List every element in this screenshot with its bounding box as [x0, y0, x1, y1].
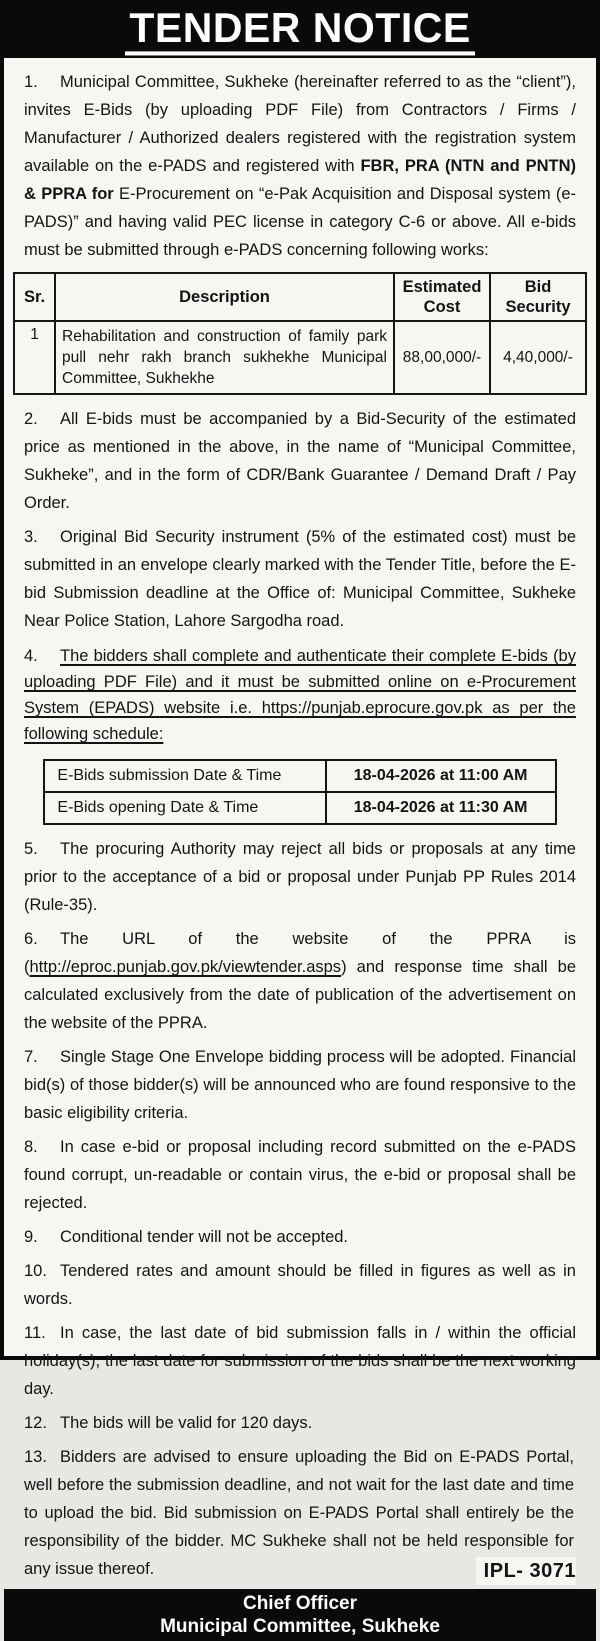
paragraph-number: 6. [24, 930, 38, 948]
paragraph-text: The URL of the website of the PPRA is ( [24, 930, 576, 976]
paragraph-10 [24, 1257, 576, 1313]
paragraph-text: E-Procurement on “e-Pak Acquisition and Disposal system (e-PADS)” and having valid PEC license in category C-6 or above. All e-bids must be submitted through e-PADS concerning following works: [24, 185, 577, 259]
schedule-table [43, 759, 556, 825]
schedule-value-submission: 18-04-2026 at 11:00 AM [326, 760, 556, 792]
ppra-url: http://eproc.punjab.gov.pk/viewtender.asps [29, 958, 342, 976]
paragraph-number: 12. [24, 1414, 47, 1432]
paragraph-11 [24, 1319, 576, 1403]
paragraph-number: 4. [24, 647, 38, 665]
schedule-row-submission [44, 760, 555, 792]
works-header-bid-security: Bid Security [490, 273, 586, 321]
works-table [13, 272, 587, 395]
paragraph-1 [24, 68, 576, 264]
paragraph-number: 13. [24, 1448, 47, 1466]
paragraph-text: In case, the last date of bid submission falls in / within the official holiday(s), the last date for submission of the bids shall be the next working day. [24, 1324, 576, 1398]
paragraph-number: 11. [24, 1324, 46, 1342]
paragraph-12 [24, 1409, 576, 1437]
works-cell-description: Rehabilitation and construction of family park pull nehr rakh branch sukhekhe Municipal Committee, Sukhekhe [55, 321, 394, 394]
schedule-label-submission: E-Bids submission Date & Time [44, 760, 325, 792]
paragraph-number: 8. [24, 1138, 38, 1156]
footer-chief-officer: Chief Officer [242, 1593, 358, 1614]
works-header-sr: Sr. [14, 273, 55, 321]
paragraph-text-underlined: The bidders shall complete and authenticate their complete E-bids (by uploading PDF File) and it must be submitted online on e-Procurement System (EPADS) website i.e. https://punjab.eprocure.gov.pk as per the following schedule: [24, 647, 576, 743]
paragraph-text: Single Stage One Envelope bidding process will be adopted. Financial bid(s) of those bidder(s) will be announced who are found responsive to the basic eligibility criteria. [24, 1048, 576, 1122]
schedule-value-opening: 18-04-2026 at 11:30 AM [326, 792, 556, 824]
works-table-header-row [14, 273, 586, 321]
footer-band [4, 1589, 596, 1641]
ipl-number: IPL- 3071 [476, 1557, 576, 1585]
paragraph-3 [24, 523, 576, 635]
works-cell-estimated-cost: 88,00,000/- [394, 321, 490, 394]
paragraph-5 [24, 835, 576, 919]
paragraph-8 [24, 1133, 576, 1217]
page-title: TENDER NOTICE [125, 6, 474, 55]
paragraph-text: Municipal Committee, Sukheke (hereinafter referred to as the “client”), invites E-Bids (by uploading PDF File) from Contractors / Firms / Manufacturer / Authorized dealers registered with the registration system available on the e-PADS and registered with [24, 73, 576, 175]
paragraph-number: 9. [24, 1228, 38, 1246]
works-cell-sr: 1 [14, 321, 55, 394]
paragraph-text: Original Bid Security instrument (5% of the estimated cost) must be submitted in an envelope clearly marked with the Tender Title, before the E-bid Submission deadline at the Office of: Municipal Committee, Sukheke Near Police Station, Lahore Sargodha road. [24, 528, 576, 630]
paragraph-text: The procuring Authority may reject all bids or proposals at any time prior to the acceptance of a bid or proposal under Punjab PP Rules 2014 (Rule-35). [24, 840, 576, 914]
paragraph-number: 10. [24, 1262, 47, 1280]
paragraph-number: 1. [24, 73, 38, 91]
paragraph-number: 5. [24, 840, 38, 858]
paragraph-text-bold: FBR, PRA (NTN and PNTN) & PPRA for [24, 157, 576, 203]
paragraph-number: 2. [24, 410, 38, 428]
notice-body [4, 58, 596, 1589]
schedule-label-opening: E-Bids opening Date & Time [44, 792, 325, 824]
works-header-description: Description [55, 273, 394, 321]
paragraph-text: Tendered rates and amount should be filled in figures as well as in words. [24, 1262, 576, 1308]
paragraph-text: ) and response time shall be calculated exclusively from the date of publication of the advertisement on the website of the PPRA. [24, 958, 576, 1032]
works-header-estimated-cost: Estimated Cost [394, 273, 490, 321]
schedule-row-opening [44, 792, 555, 824]
paragraph-text: Bidders are advised to ensure uploading the Bid on E-PADS Portal, well before the submission deadline, and not wait for the last date and time to upload the bid. Bid submission on E-PADS Portal shall entirely be the responsibility of the bidder. MC Sukheke shall not be held responsible for any issue thereof. [24, 1448, 574, 1578]
paragraph-6 [24, 925, 576, 1037]
works-cell-bid-security: 4,40,000/- [490, 321, 586, 394]
works-table-row [14, 321, 586, 394]
paragraph-number: 7. [24, 1048, 38, 1066]
paragraph-text: The bids will be valid for 120 days. [60, 1414, 313, 1432]
paragraph-13 [24, 1443, 576, 1583]
paragraph-number: 3. [24, 528, 38, 546]
paragraph-text: All E-bids must be accompanied by a Bid-Security of the estimated price as mentioned in the above, in the name of “Municipal Committee, Sukheke”, and in the form of CDR/Bank Guarantee / Demand Draft / Pay Order. [24, 410, 576, 512]
paragraph-7 [24, 1043, 576, 1127]
paragraph-9 [24, 1223, 576, 1251]
paragraph-text: Conditional tender will not be accepted. [60, 1228, 349, 1246]
paragraph-4 [24, 643, 576, 747]
title-band [4, 4, 596, 58]
paragraph-2 [24, 405, 576, 517]
footer-committee-name: Municipal Committee, Sukheke [160, 1616, 440, 1637]
paragraph-text: In case e-bid or proposal including record submitted on the e-PADS found corrupt, un-readable or contain virus, the e-bid or proposal shall be rejected. [24, 1138, 576, 1212]
